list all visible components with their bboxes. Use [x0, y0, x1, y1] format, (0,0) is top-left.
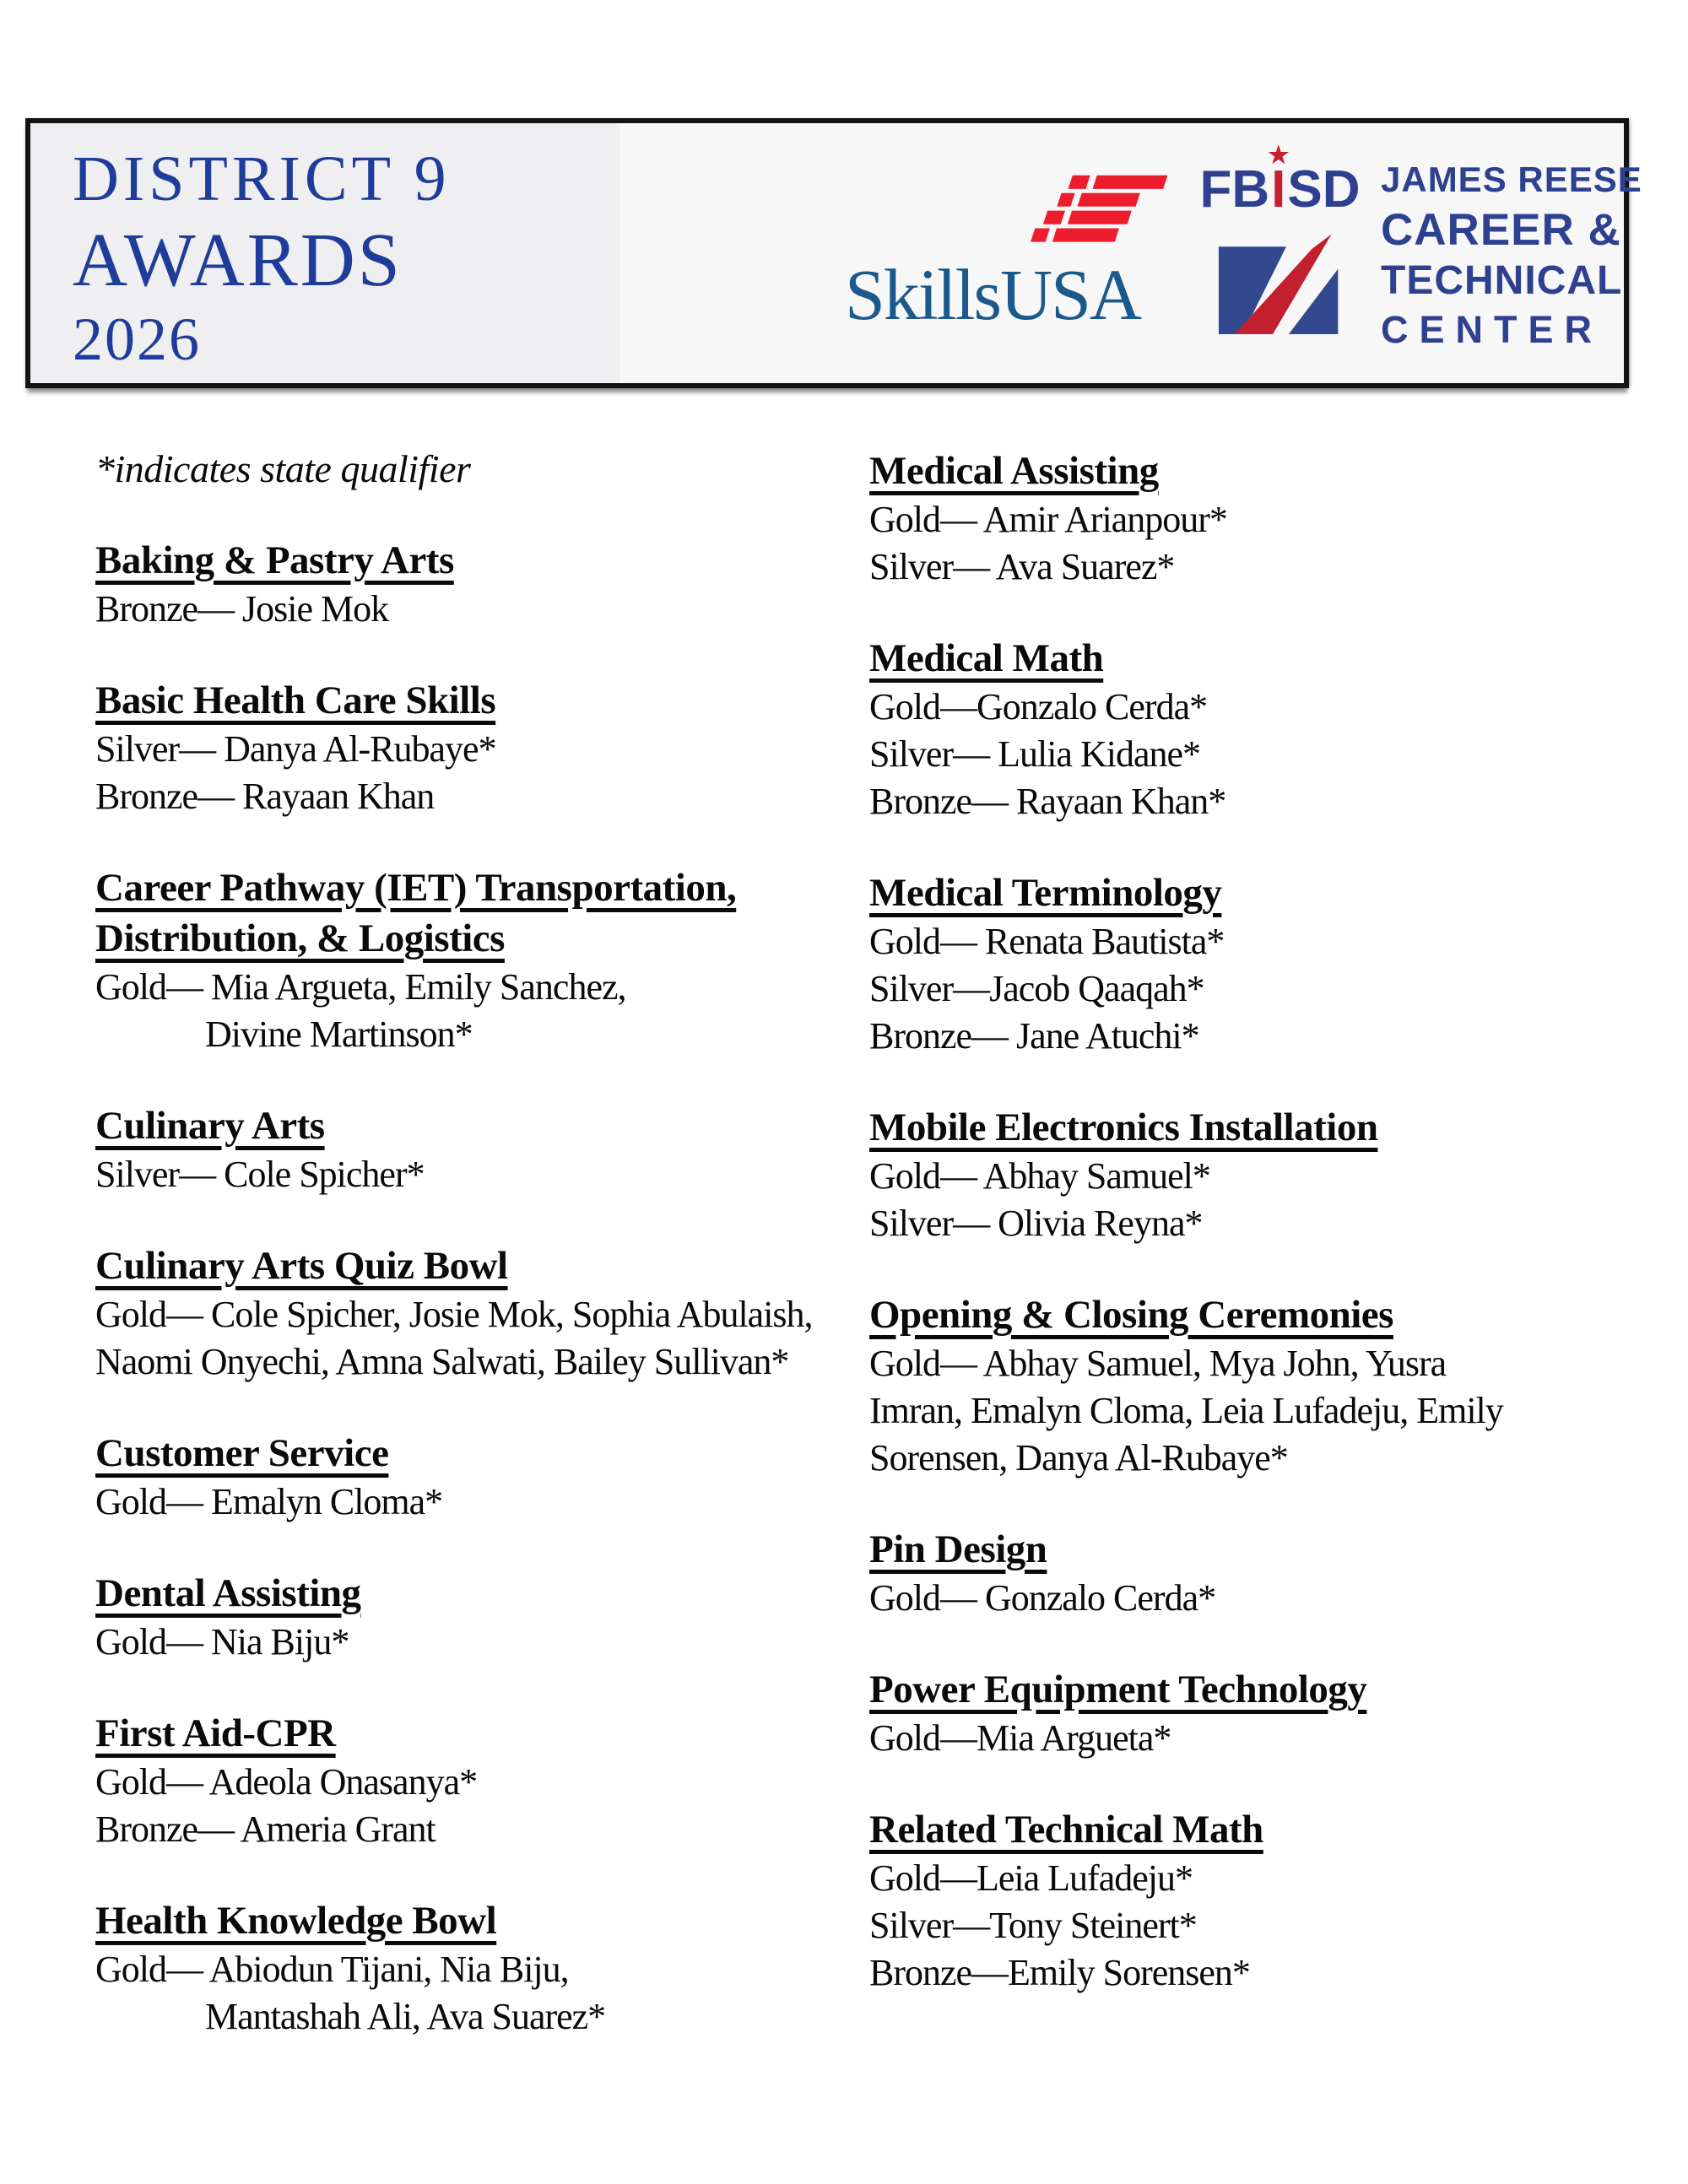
section-opening-closing-ceremonies: [869, 1289, 1688, 1482]
page-title: [73, 143, 451, 373]
fbisd-letter-i: ★ I: [1268, 142, 1290, 219]
fbisd-wordmark: [1199, 142, 1361, 219]
section-culinary-arts: [95, 1100, 771, 1198]
center-name: [1381, 159, 1642, 351]
section-dental-assisting: [95, 1568, 771, 1666]
section-title: Culinary Arts Quiz Bowl: [95, 1244, 508, 1288]
section-title: First Aid-CPR: [95, 1711, 336, 1755]
fbisd-letters-sd: SD: [1287, 160, 1361, 219]
section-title: Customer Service: [95, 1431, 389, 1475]
section-title: Related Technical Math: [869, 1808, 1263, 1852]
title-line-year: 2026: [73, 305, 201, 373]
award-line: Mantashah Ali, Ava Suarez*: [205, 1996, 606, 2037]
section-customer-service: [95, 1428, 771, 1526]
center-name-line: CENTER: [1381, 308, 1604, 351]
section-title: Baking & Pastry Arts: [95, 538, 454, 582]
section-title: Health Knowledge Bowl: [95, 1899, 497, 1943]
award-line: Imran, Emalyn Cloma, Leia Lufadeju, Emily: [869, 1390, 1503, 1431]
center-name-line: JAMES REESE: [1381, 159, 1642, 199]
section-title: Medical Terminology: [869, 871, 1222, 915]
section-title: Medical Assisting: [869, 449, 1159, 493]
award-line: Silver— Danya Al-Rubaye*: [95, 728, 496, 770]
section-basic-health-care-skills: [95, 675, 771, 820]
award-line: Silver—Jacob Qaaqah*: [869, 968, 1204, 1009]
section-title: Power Equipment Technology: [869, 1668, 1367, 1711]
fbisd-letters-fb: FB: [1199, 160, 1270, 219]
skillsusa-flag-icon: [1013, 167, 1169, 251]
award-line: Silver— Olivia Reyna*: [869, 1203, 1203, 1244]
award-line: Naomi Onyechi, Amna Salwati, Bailey Sullivan*: [95, 1341, 789, 1382]
section-health-knowledge-bowl: [95, 1895, 771, 2041]
award-line: Silver— Lulia Kidane*: [869, 733, 1201, 775]
skillsusa-logo: [845, 167, 1174, 335]
column-left: [0, 439, 813, 2041]
award-line: Gold— Gonzalo Cerda*: [869, 1577, 1216, 1619]
award-line: Gold— Adeola Onasanya*: [95, 1761, 478, 1803]
fbisd-star-icon: ★: [1268, 142, 1290, 168]
award-line: Gold— Mia Argueta, Emily Sanchez,: [95, 966, 626, 1008]
title-line-awards: AWARDS: [73, 219, 403, 302]
award-line: Gold— Cole Spicher, Josie Mok, Sophia Abulaish,: [95, 1294, 813, 1335]
center-name-line: CAREER &: [1381, 205, 1621, 255]
skillsusa-wordmark: SkillsUSA: [845, 254, 1141, 335]
header-banner: [25, 118, 1642, 388]
section-title: Mobile Electronics Installation: [869, 1106, 1378, 1149]
section-power-equipment-technology: [869, 1664, 1688, 1762]
award-line: Gold— Renata Bautista*: [869, 921, 1225, 962]
section-related-technical-math: [869, 1804, 1688, 1997]
award-line: Bronze— Jane Atuchi*: [869, 1015, 1199, 1057]
section-title: Basic Health Care Skills: [95, 678, 496, 722]
award-line: Bronze— Rayaan Khan: [95, 776, 435, 817]
section-title: Culinary Arts: [95, 1104, 325, 1148]
award-line: Silver— Cole Spicher*: [95, 1154, 425, 1195]
award-line: Silver— Ava Suarez*: [869, 546, 1175, 587]
center-name-line: TECHNICAL: [1381, 258, 1623, 303]
award-line: Divine Martinson*: [205, 1014, 473, 1055]
section-pin-design: [869, 1524, 1688, 1622]
section-title: Dental Assisting: [95, 1571, 361, 1615]
award-line: Bronze—Emily Sorensen*: [869, 1952, 1250, 1993]
award-line: Bronze— Rayaan Khan*: [869, 781, 1226, 822]
awards-list: [0, 439, 1688, 2041]
column-right: [771, 439, 1688, 2041]
award-line: Gold—Gonzalo Cerda*: [869, 686, 1208, 727]
award-line: Gold— Emalyn Cloma*: [95, 1481, 443, 1522]
fbisd-logo: [1199, 142, 1361, 334]
section-title: Opening & Closing Ceremonies: [869, 1293, 1393, 1337]
award-line: Bronze— Josie Mok: [95, 588, 389, 630]
section-culinary-arts-quiz-bowl: [95, 1241, 813, 1386]
award-line: Gold— Nia Biju*: [95, 1621, 349, 1662]
title-line-district: DISTRICT 9: [73, 143, 451, 214]
section-career-pathway: [95, 862, 771, 1058]
section-medical-math: [869, 633, 1688, 825]
award-line: Gold—Mia Argueta*: [869, 1717, 1171, 1759]
fbisd-emblem-icon: [1208, 223, 1353, 334]
section-medical-assisting: [869, 446, 1688, 591]
section-title: Medical Math: [869, 636, 1104, 680]
section-title: Pin Design: [869, 1527, 1047, 1571]
award-line: Gold— Abhay Samuel, Mya John, Yusra: [869, 1343, 1447, 1384]
section-first-aid-cpr: [95, 1708, 771, 1853]
award-line: Gold— Amir Arianpour*: [869, 499, 1227, 540]
award-line: Bronze— Ameria Grant: [95, 1808, 436, 1850]
qualifier-note: *indicates state qualifier: [95, 447, 471, 490]
award-line: Gold—Leia Lufadeju*: [869, 1857, 1193, 1899]
section-mobile-electronics-installation: [869, 1102, 1688, 1247]
award-line: Silver—Tony Steinert*: [869, 1905, 1197, 1946]
award-line: Gold— Abiodun Tijani, Nia Biju,: [95, 1949, 569, 1990]
section-baking-pastry-arts: [95, 535, 771, 633]
award-line: Sorensen, Danya Al-Rubaye*: [869, 1437, 1288, 1479]
award-line: Gold— Abhay Samuel*: [869, 1155, 1210, 1197]
section-medical-terminology: [869, 868, 1688, 1060]
section-title: Career Pathway (IET) Transportation, Distribution, & Logistics: [95, 866, 737, 960]
